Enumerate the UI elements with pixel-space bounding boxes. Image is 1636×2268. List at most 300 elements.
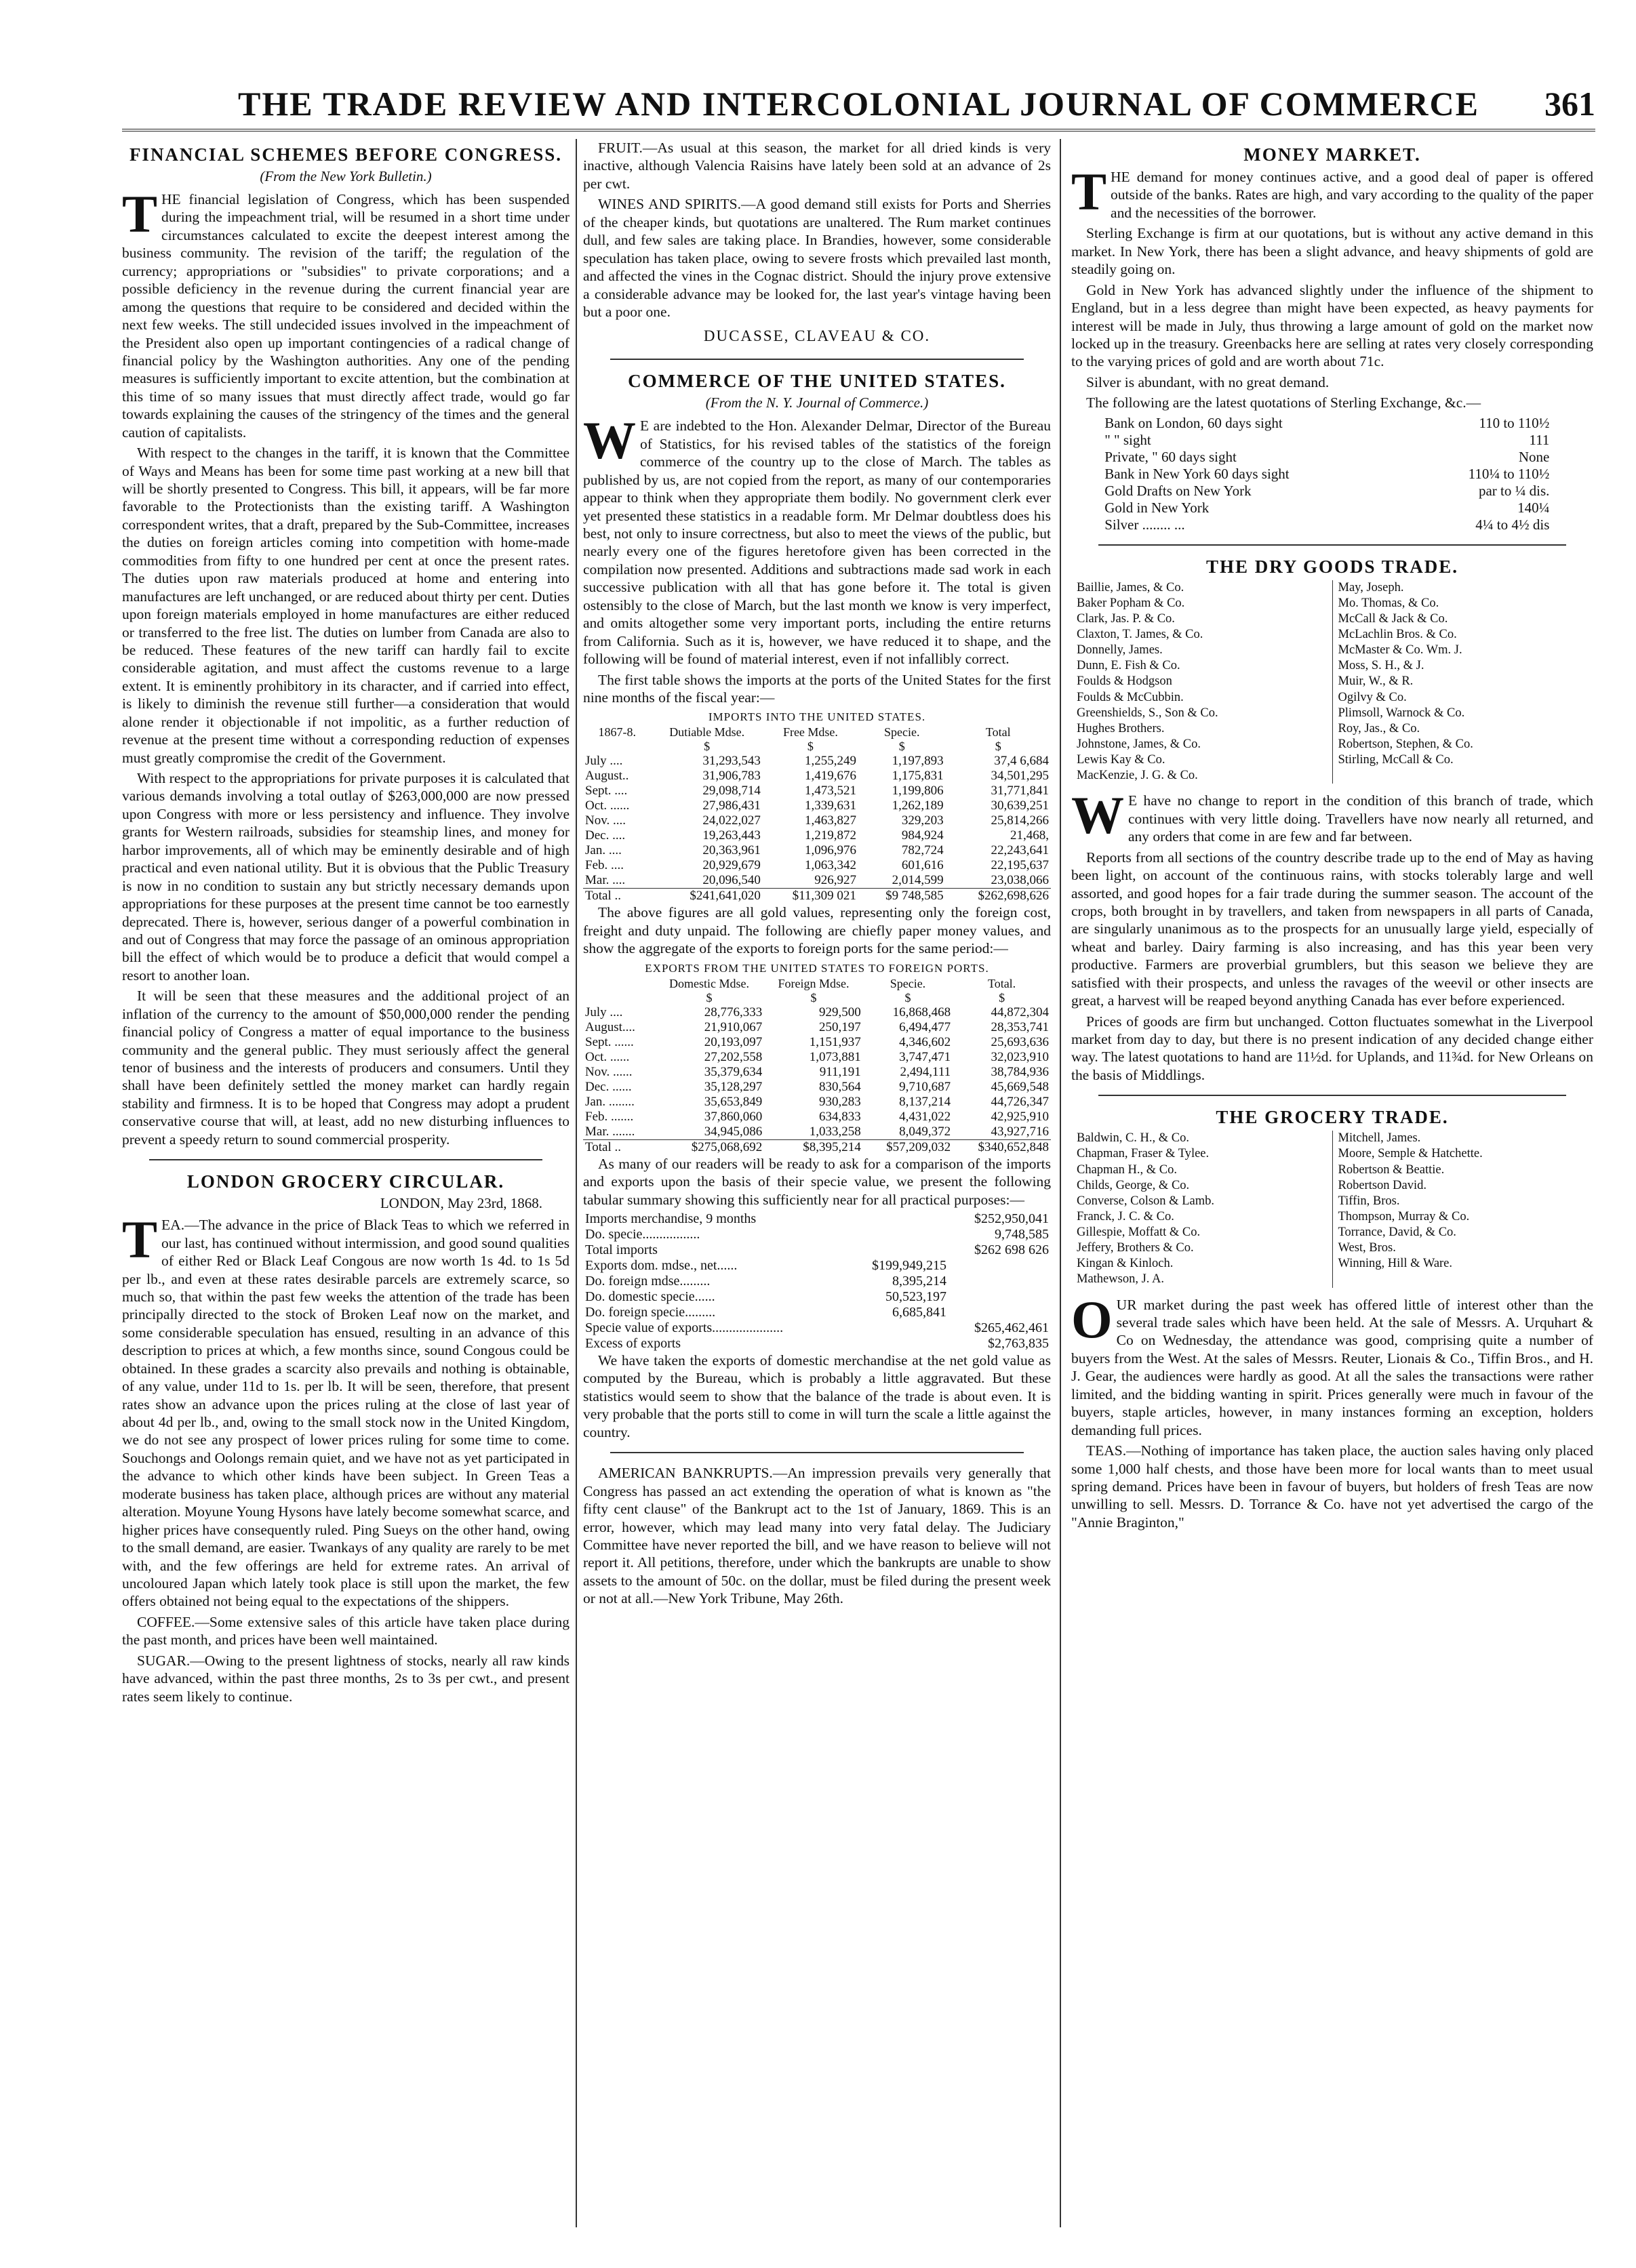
table-header-row xyxy=(583,991,1051,1005)
firm-name: Clark, Jas. P. & Co. xyxy=(1077,611,1175,626)
table-cell: Total xyxy=(985,725,1011,740)
table-cell: 1,073,881 xyxy=(809,1049,861,1064)
firm-name: Baldwin, C. H., & Co. xyxy=(1077,1131,1189,1146)
table-cell: 35,653,849 xyxy=(704,1094,763,1109)
table-cell: 1867-8. xyxy=(598,725,636,740)
table-cell: 42,925,910 xyxy=(991,1109,1049,1124)
firm-name: McMaster & Co. Wm. J. xyxy=(1338,643,1462,657)
table-cell: 23,038,066 xyxy=(991,873,1049,888)
table-cell xyxy=(846,1211,949,1227)
paragraph: THE financial legislation of Congress, which has been suspended during the impeachment trial, will be resumed in a short time under circumstances calculated to excite the deepest interest among the business community. The revision of the tariff; the regulation of the currency; appropriations or "subsidies" to private corporations; and a possible deficiency in the revenue during the current financial year are among the questions that require to be considered and decided within the next few weeks. The still undecided issues involved in the impeachment of the President also open up important contingencies of a radical change of financial policy by the Washington authorities. Any one of the pending measures is sufficiently important to excite attention, but the combination at this time of so many issues that must directly affect trade, would go far towards explaining the causes of the stringency of the times and the general caution of capitalists. xyxy=(122,184,570,441)
table-row xyxy=(1102,500,1551,517)
table-cell: 35,379,634 xyxy=(704,1064,763,1079)
firm-name: Childs, George, & Co. xyxy=(1077,1178,1190,1192)
table-row xyxy=(583,1289,1051,1305)
table-cell: 329,203 xyxy=(901,813,944,828)
table-cell: Total .. xyxy=(583,889,651,904)
table-cell: 250,197 xyxy=(819,1019,861,1034)
table-cell: Feb. .... xyxy=(585,858,624,873)
table-row xyxy=(583,1227,1051,1242)
paragraph: Reports from all sections of the country describe trade up to the end of May as having been light, on account of the continuous rains, with stocks tolerably large and well assorted, and good hopes for a fair trade during the summer season. The account of the crops, both brought in by travellers, and taken from newspapers in all parts of Canada, are singularly unanimous as to the prospects for an unusually large yield, especially of wheat and barley. Dairy farming is also increasing, and has this year been very productive. Farmers are proverbial grumblers, but this season we believe they are satisfied with their prospects, and unless the ravages of the weevil or other insects are great, a harvest will be reaped beyond anything Canada has ever before experienced. xyxy=(1071,849,1593,1009)
table-cell: 38,784,936 xyxy=(991,1064,1049,1079)
firm-name: Claxton, T. James, & Co. xyxy=(1077,628,1203,642)
table-cell: $57,209,032 xyxy=(863,1139,953,1155)
table-row xyxy=(583,1258,1051,1274)
table-cell: Do. domestic specie...... xyxy=(585,1289,715,1304)
table-row xyxy=(1102,432,1551,449)
table-cell: Do. specie................. xyxy=(585,1227,700,1242)
table-cell: 25,814,266 xyxy=(991,813,1049,828)
firm-name: Mo. Thomas, & Co. xyxy=(1338,596,1439,610)
firm-list xyxy=(1071,1131,1593,1287)
table-cell xyxy=(949,1289,1051,1305)
table-cell: 9,748,585 xyxy=(995,1227,1049,1242)
table-cell: 16,868,468 xyxy=(892,1005,951,1019)
table-cell xyxy=(949,1258,1051,1274)
table-cell: 929,500 xyxy=(819,1005,861,1019)
table-cell: Nov. ...... xyxy=(585,1064,633,1079)
table-cell: 43,927,716 xyxy=(991,1124,1049,1139)
table-cell: July .... xyxy=(585,1005,623,1019)
table-cell: August.. xyxy=(585,769,629,784)
firm-name: Robertson David. xyxy=(1338,1178,1427,1192)
table-row xyxy=(583,1065,1051,1080)
firm-name: Mathewson, J. A. xyxy=(1077,1272,1164,1287)
table-row xyxy=(583,1274,1051,1289)
firm-name: Johnstone, James, & Co. xyxy=(1077,737,1201,751)
table-cell: 140¼ xyxy=(1517,499,1550,516)
firm-name: Chapman H., & Co. xyxy=(1077,1162,1177,1177)
table-cell: 20,363,961 xyxy=(702,843,761,858)
table-cell: $ xyxy=(898,740,905,754)
table-cell: 1,096,976 xyxy=(804,843,856,858)
table-cell: 35,128,297 xyxy=(704,1079,763,1094)
table-row xyxy=(583,858,1051,873)
table-row xyxy=(583,1005,1051,1020)
table-cell: $ xyxy=(995,740,1001,754)
table-cell: Total imports xyxy=(585,1242,658,1257)
table-cell: 27,986,431 xyxy=(702,798,761,813)
table-cell: 1,063,342 xyxy=(804,858,856,873)
table-cell: $ xyxy=(706,990,713,1005)
table-row xyxy=(583,1020,1051,1035)
table-caption: IMPORTS INTO THE UNITED STATES. xyxy=(708,710,926,724)
table-cell: 930,283 xyxy=(819,1094,861,1109)
firm-name: Lewis Kay & Co. xyxy=(1077,753,1165,767)
table-row xyxy=(583,798,1051,813)
table-cell: 8,395,214 xyxy=(892,1274,947,1289)
table-row xyxy=(1102,449,1551,466)
table-row xyxy=(583,828,1051,843)
table-row xyxy=(583,843,1051,858)
table-cell xyxy=(583,991,654,1005)
paragraph: TEAS.—Nothing of importance has taken place, the auction sales having only placed some 1,000 half chests, and those have been more for local wants than to meet usual spring demand. Prices have been in favour of buyers, but holders of fresh Teas are now unwilling to sell. Messrs. D. Torrance & Co. have not yet advertised the cargo of the "Annie Braginton," xyxy=(1071,1442,1593,1531)
table-cell: 20,096,540 xyxy=(702,873,761,888)
firm-name: Roy, Jas., & Co. xyxy=(1338,721,1420,735)
table-cell: Dec. .... xyxy=(585,828,626,843)
table-cell: Specie value of exports..................... xyxy=(585,1320,784,1335)
table-cell: 1,255,249 xyxy=(804,754,856,769)
section-divider xyxy=(610,359,1024,360)
table-cell: 44,726,347 xyxy=(991,1094,1049,1109)
drop-cap: T xyxy=(122,184,158,243)
article-title: MONEY MARKET. xyxy=(1243,144,1421,165)
table-cell: Silver ........ ... xyxy=(1104,516,1185,533)
table-cell: 3,747,471 xyxy=(899,1049,951,1064)
column-2 xyxy=(583,139,1051,2227)
table-cell: Imports merchandise, 9 months xyxy=(585,1211,757,1226)
table-cell: Free Mdse. xyxy=(782,725,838,740)
paragraph: The above figures are all gold values, representing only the foreign cost, freight and duty unpaid. The following are chiefly paper money values, and show the aggregate of the exports to foreign ports for the same period:— xyxy=(583,904,1051,957)
firm-name: Donnelly, James. xyxy=(1077,643,1163,657)
firm-name: West, Bros. xyxy=(1338,1241,1396,1255)
table-cell: 32,023,910 xyxy=(991,1049,1049,1064)
table-cell: August.... xyxy=(585,1019,635,1034)
table-cell: 29,098,714 xyxy=(702,784,761,798)
firm-name: Ogilvy & Co. xyxy=(1338,690,1407,704)
table-cell: Jan. ........ xyxy=(585,1094,635,1109)
column-rule xyxy=(576,139,577,2227)
table-cell: Mar. ....... xyxy=(585,1124,635,1139)
table-cell: 25,693,636 xyxy=(991,1034,1049,1049)
table-cell: 1,151,937 xyxy=(809,1034,861,1049)
table-cell: Oct. ...... xyxy=(585,798,630,813)
drop-cap: W xyxy=(583,411,636,470)
table-cell: 27,202,558 xyxy=(704,1049,763,1064)
table-cell: $262 698 626 xyxy=(974,1242,1049,1257)
firm-name: MacKenzie, J. G. & Co. xyxy=(1077,769,1198,783)
imports-table xyxy=(583,725,1051,904)
table-row xyxy=(583,1320,1051,1336)
table-row xyxy=(583,1336,1051,1352)
paragraph: Prices of goods are firm but unchanged. Cotton fluctuates somewhat in the Liverpool market from day to day, but there is no present indication of any decided change either way. The latest quotations to hand are 11½d. for Uplands, and 11¾d. for New Orleans on the basis of Middlings. xyxy=(1071,1013,1593,1083)
table-cell: $241,641,020 xyxy=(651,889,762,904)
firm-name: Torrance, David, & Co. xyxy=(1338,1226,1456,1240)
paragraph: COFFEE.—Some extensive sales of this article have taken place during the past month, and prices have been well maintained. xyxy=(122,1613,570,1648)
article-grocery-trade xyxy=(1071,1107,1593,1531)
firm-name: Converse, Colson & Lamb. xyxy=(1077,1194,1214,1208)
article-title: THE GROCERY TRADE. xyxy=(1216,1107,1449,1128)
table-cell: Specie. xyxy=(884,725,920,740)
article-title: FINANCIAL SCHEMES BEFORE CONGRESS. xyxy=(129,144,563,165)
table-row xyxy=(583,769,1051,784)
signature: DUCASSE, CLAVEAU & CO. xyxy=(703,327,931,345)
paragraph: OUR market during the past week has offered little of interest other than the several trade sales which have been held. At the sale of Messrs. A. Urquhart & Co on Wednesday, the attendance was good, comprising quite a number of buyers from the West. At the sales of Messrs. Reuter, Lionais & Co., Tiffin Bros., and H. J. Gear, the audiences were hardly as good. At all the sales the transactions were rather limited, and the bidding wanting in spirit. Prices generally were much in favour of the buyers, staple articles, however, in many instances forming an exception, holders demanding full prices. xyxy=(1071,1289,1593,1438)
firm-name: Moore, Semple & Hatchette. xyxy=(1338,1147,1483,1161)
paragraph-bankrupts: AMERICAN BANKRUPTS.—An impression prevails very generally that Congress has passed an act extending the operation of what is known as "the fifty cent clause" of the Bankrupt act to the 1st of January, 1869. This is an error, however, which may lead many into very fatal delay. The Judiciary Committee have never reported the bill, and we have reason to believe will not report it. All petitions, therefore, under which the bankrupts are unable to show assets to the amount of 50c. on the dollar, must be filed during the present week or not at all.—New York Tribune, May 26th. xyxy=(583,1465,1051,1607)
table-row xyxy=(583,1050,1051,1065)
table-row xyxy=(583,1305,1051,1320)
table-cell: 31,906,783 xyxy=(702,769,761,784)
table-cell: $265,462,461 xyxy=(974,1320,1049,1335)
article-title: COMMERCE OF THE UNITED STATES. xyxy=(628,371,1006,392)
firm-name: McCall & Jack & Co. xyxy=(1338,611,1448,626)
firm-name: May, Joseph. xyxy=(1338,580,1404,594)
table-cell: 50,523,197 xyxy=(885,1289,947,1304)
table-cell: Total. xyxy=(987,976,1016,990)
table-cell: 1,175,831 xyxy=(892,769,944,784)
table-cell: 1,197,893 xyxy=(892,754,944,769)
table-cell: $199,949,215 xyxy=(872,1258,947,1273)
table-cell: Dec. ...... xyxy=(585,1079,632,1094)
table-cell: 31,771,841 xyxy=(991,784,1049,798)
table-cell: 20,929,679 xyxy=(702,858,761,873)
table-cell: 911,191 xyxy=(819,1064,861,1079)
table-cell: 110 to 110½ xyxy=(1479,414,1550,431)
paragraph: As many of our readers will be ready to ask for a comparison of the imports and exports upon the basis of their specie value, we present the following tabular summary showing this sufficiently near for all practical purposes:— xyxy=(583,1155,1051,1208)
table-cell: Sept. ...... xyxy=(585,1034,634,1049)
table-cell: $11,309 021 xyxy=(763,889,858,904)
table-cell: $8,395,214 xyxy=(764,1139,863,1155)
running-header xyxy=(122,81,1595,131)
table-cell: Total .. xyxy=(583,1139,654,1155)
firm-name: McLachlin Bros. & Co. xyxy=(1338,628,1457,642)
article-dry-goods-trade xyxy=(1071,556,1593,1085)
table-cell xyxy=(583,977,654,991)
table-caption: EXPORTS FROM THE UNITED STATES TO FOREIGN PORTS. xyxy=(645,961,989,975)
paragraph: The following are the latest quotations of Sterling Exchange, &c.— xyxy=(1086,394,1481,411)
table-cell: Excess of exports xyxy=(585,1336,681,1351)
table-cell: $ xyxy=(807,740,814,754)
column-1 xyxy=(122,139,570,2227)
article-title: LONDON GROCERY CIRCULAR. xyxy=(186,1171,505,1192)
paragraph: Silver is abundant, with no great demand. xyxy=(1086,373,1330,390)
table-total-row xyxy=(583,1139,1051,1155)
table-cell: 37,860,060 xyxy=(704,1109,763,1124)
table-row xyxy=(583,1080,1051,1095)
firm-name: Plimsoll, Warnock & Co. xyxy=(1338,706,1465,720)
table-cell: 28,776,333 xyxy=(704,1005,763,1019)
firm-name: Robertson & Beattie. xyxy=(1338,1162,1445,1177)
drop-cap: O xyxy=(1071,1289,1113,1349)
table-cell: Dutiable Mdse. xyxy=(669,725,745,740)
paragraph: THE demand for money continues active, and a good deal of paper is offered outside of the banks. Rates are high, and vary according to the quality of the paper and the necessities of the borrower. xyxy=(1071,162,1593,221)
paragraph-fruit: FRUIT.—As usual at this season, the market for all dried kinds is very inactive, although Valencia Raisins have lately been sold at an advance of 2s per cwt. xyxy=(583,140,1051,192)
table-cell: 1,199,806 xyxy=(892,784,944,798)
table-header-row xyxy=(583,740,1051,754)
table-cell: Sept. .... xyxy=(585,784,628,798)
firm-name: Dunn, E. Fish & Co. xyxy=(1077,659,1180,673)
table-cell: Gold Drafts on New York xyxy=(1104,482,1252,499)
firm-name: Kingan & Kinloch. xyxy=(1077,1257,1174,1271)
table-cell: Foreign Mdse. xyxy=(778,976,850,990)
table-cell: 37,4 6,684 xyxy=(994,754,1049,769)
table-row xyxy=(583,784,1051,798)
table-cell: 634,833 xyxy=(819,1109,861,1124)
table-cell xyxy=(949,1274,1051,1289)
paragraph: It will be seen that these measures and the additional project of an inflation of the currency to the amount of $50,000,000 render the pending financial policy of Congress a matter of equal importance to the business community and the general public. They must seriously affect the general tenor of business and the interests of producers and consumers. Until they shall have been definitely settled the money market can hardly regain stability and firmness. It is to be hoped that Congress may adopt a prudent conservative course that will, at least, add no new disturbing influences to prevent a speedy return to sound commercial prosperity. xyxy=(122,988,570,1148)
firm-name: Hughes Brothers. xyxy=(1077,721,1165,735)
table-cell: $ xyxy=(810,990,817,1005)
table-cell: Do. foreign mdse......... xyxy=(585,1274,711,1289)
table-row xyxy=(583,873,1051,889)
table-cell: Feb. ....... xyxy=(585,1109,634,1124)
article-financial-schemes xyxy=(122,144,570,1148)
firm-name: Winning, Hill & Ware. xyxy=(1338,1257,1453,1271)
table-cell: Private, " 60 days sight xyxy=(1104,448,1237,465)
table-cell: 110¼ to 110½ xyxy=(1468,465,1550,482)
table-header-row xyxy=(583,977,1051,991)
journal-title: THE TRADE REVIEW AND INTERCOLONIAL JOURNAL OF COMMERCE xyxy=(238,85,1479,123)
table-row xyxy=(583,754,1051,769)
table-cell: $9 748,585 xyxy=(858,889,946,904)
table-row xyxy=(1102,466,1551,483)
table-cell: 30,639,251 xyxy=(991,798,1049,813)
table-cell: Mar. .... xyxy=(585,873,626,888)
table-cell: 6,685,841 xyxy=(892,1305,947,1320)
table-cell: Specie. xyxy=(890,976,926,990)
table-cell xyxy=(949,1305,1051,1320)
paragraph-wines: WINES AND SPIRITS.—A good demand still exists for Ports and Sherries of the cheaper kinds, but quotations are unaltered. The Rum market continues dull, and few sales are taking place. In Brandies, however, some considerable speculation has taken place, owing to severe frosts which prevailed last month, and affected the vines in the Cognac district. Should the injury prove extensive a considerable advance may be looked for, the last year's vintage having been but a poor one. xyxy=(583,196,1051,320)
firm-name: Franck, J. C. & Co. xyxy=(1077,1209,1174,1223)
table-cell: Jan. .... xyxy=(585,843,622,858)
table-cell: 1,262,189 xyxy=(892,798,944,813)
firm-name: Mitchell, James. xyxy=(1338,1131,1421,1146)
table-cell: $2,763,835 xyxy=(988,1336,1049,1351)
table-cell: $275,068,692 xyxy=(654,1139,765,1155)
firm-name: Gillespie, Moffatt & Co. xyxy=(1077,1226,1201,1240)
table-cell: 21,910,067 xyxy=(704,1019,763,1034)
table-cell: 9,710,687 xyxy=(899,1079,951,1094)
paragraph: W E are indebted to the Hon. Alexander Delmar, Director of the Bureau of Statistics, for his revised tables of the statistics of the foreign commerce of the country up to the close of March. The tables as published by us, are not copied from the report, as many of our contemporaries appear to think when they appropriate them bodily. No government clerk ever yet presented these statistics in a readable form. Mr Delmar doubtless does his best, not only to insure correctness, but also to meet the views of the public, but nearly every one of the figures heretofore given has been corrected in the compilation now presented. Additions and subtractions made sad work in each successive publication with all that has gone before it. The total is given ostensibly to the close of March, but the last month we know is very imperfect, and omits altogether some very important ports, including the entire returns from California. Such as it is, however, we have reduced it to shape, and the following will be found of material interest, even if not infallibly correct. xyxy=(583,411,1051,668)
paragraph: The first table shows the imports at the ports of the United States for the first nine months of the fiscal year:— xyxy=(583,671,1051,706)
paragraph: With respect to the changes in the tariff, it is known that the Committee of Ways and Means has been for some time past working at a new bill that will be shortly presented to Congress. This bill, it appears, will be far more favorable to the Protectionists than the existing tariff. A Washington correspondent writes, that a draft, prepared by the Sub-Committee, increases the duties on foreign articles coming into competition with home-made commodities from fifty to one hundred per cent at once the present rates. The duties upon raw materials produced at home and entering into manufactures are left unchanged, or are reduced about thirty per cent. Duties upon foreign materials employed in home manufactures are either reduced or transferred to the free list. The duties on lumber from Canada are also to be reduced. These features of the new tariff can hardly fail to excite considerable agitation, and must affect the customs revenue to a large extent. It is eminently prohibitory in its character, and if carried into effect, is likely to diminish the revenue still further—a consideration that would alone render it objectionable if not impolitic, as a further reduction of revenue at the present time without a corresponding reduction of expenses must greatly compromise the credit of the Government. xyxy=(122,445,570,766)
paragraph: With respect to the appropriations for private purposes it is calculated that various demands involving a total outlay of $263,000,000 are now pressed upon Congress with more or less persistency and influence. They involve grants for Western railroads, subsidies for steamship lines, and money for harbor improvements, all of which may be eminently desirable and of high practical and even national utility. But it is obvious that the Public Treasury is now in no condition to sustain any but strictly necessary demands upon appropriations for these purposes at the present time cannot be too earnestly deprecated. There is, however, serious danger of a powerful combination in and out of Congress that may force the passage of an ominous appropriation bill the effect of which would be to produce a deficit that would compel a resort to another loan. xyxy=(122,770,570,984)
table-cell: July .... xyxy=(585,754,623,769)
firm-name: Foulds & Hodgson xyxy=(1077,674,1172,689)
firm-name: Greenshields, S., Son & Co. xyxy=(1077,706,1218,720)
table-cell: Nov. .... xyxy=(585,813,626,828)
table-cell: Domestic Mdse. xyxy=(669,976,749,990)
firm-list xyxy=(1071,580,1593,784)
table-cell: 20,193,097 xyxy=(704,1034,763,1049)
section-divider xyxy=(1098,1095,1566,1096)
table-header-row xyxy=(583,725,1051,740)
firm-name: Stirling, McCall & Co. xyxy=(1338,753,1454,767)
article-money-market xyxy=(1071,144,1593,533)
firm-name: Muir, W., & R. xyxy=(1338,674,1414,689)
table-cell: 28,353,741 xyxy=(991,1019,1049,1034)
table-cell: 4¼ to 4½ dis xyxy=(1475,516,1550,533)
section-divider xyxy=(149,1159,542,1160)
table-row xyxy=(583,1095,1051,1110)
table-cell xyxy=(583,740,651,754)
table-cell: 2,494,111 xyxy=(900,1064,951,1079)
table-cell: 926,927 xyxy=(814,873,856,888)
paragraph: W E have no change to report in the condition of this branch of trade, which continues with very little doing. Travellers have now nearly all returned, and any orders that come in are few and far between. xyxy=(1071,786,1593,845)
section-divider xyxy=(610,1452,1024,1453)
firm-name: Baker Popham & Co. xyxy=(1077,596,1185,610)
table-cell: 19,263,443 xyxy=(702,828,761,843)
table-cell xyxy=(846,1242,949,1258)
article-commerce-united-states xyxy=(583,371,1051,1441)
table-cell: 24,022,027 xyxy=(702,813,761,828)
table-cell: Bank on London, 60 days sight xyxy=(1104,414,1283,431)
table-cell: " " sight xyxy=(1104,431,1151,448)
table-cell: 4,431,022 xyxy=(899,1109,951,1124)
table-cell: 984,924 xyxy=(901,828,944,843)
table-cell: $340,652,848 xyxy=(953,1139,1051,1155)
table-cell: $ xyxy=(999,990,1005,1005)
firm-name: Chapman, Fraser & Tylee. xyxy=(1077,1147,1210,1161)
dateline: LONDON, May 23rd, 1868. xyxy=(380,1195,542,1212)
drop-cap: T xyxy=(122,1210,158,1270)
table-row xyxy=(1102,415,1551,432)
table-row xyxy=(583,1211,1051,1227)
table-cell: $252,950,041 xyxy=(974,1211,1049,1226)
firm-name: Thompson, Murray & Co. xyxy=(1338,1209,1470,1223)
paragraph: TEA.—The advance in the price of Black Teas to which we referred in our last, has continued without intermission, and good sound qualities of either Red or Black Leaf Congous are now worth 1s 4d. to 1s 5d per lb., and even at these rates desirable parcels are extremely scarce, so much so, that within the past few weeks the attention of the trade has been principally directed to the stock of Broken Leaf now on the market, and some considerable speculation has ensued, resulting in an advance of this description to prices at which, a few months since, sound Congous could be obtained. In these grades a scarcity also prevails and nothing is obtainable, of any value, under 11d to 1s. per lb. It will be seen, therefore, that present rates show an advance upon the prices ruling at the close of last year of about 4d per lb., and, owing to the small stock now in the United Kingdom, we do not see any prospect of lower prices ruling for some time to come. Souchongs and Oolongs remain quiet, and we have not as yet participated in the advance to which other kinds have been subject. In Green Teas a moderate business has taken place, although prices are without any material alteration. Moyune Young Hysons have lately become somewhat scarce, and higher prices have consequently ruled. Ping Sueys on the other hand, owing to the small demand, are easier. Twankays of any quality are rarely to be met with, and the few offerings are held for extreme rates. An arrival of uncoloured Japan which lately took place is still upon the market, the few offers obtained not being equal to the expectations of the shippers. xyxy=(122,1210,570,1610)
table-cell: par to ¼ dis. xyxy=(1478,482,1550,499)
table-cell: 1,473,521 xyxy=(804,784,856,798)
exchange-quotes-table xyxy=(1102,415,1551,533)
table-total-row xyxy=(583,889,1051,904)
summary-table xyxy=(583,1211,1051,1352)
table-cell: 8,137,214 xyxy=(899,1094,951,1109)
table-row xyxy=(583,1035,1051,1050)
paragraph: We have taken the exports of domestic merchandise at the net gold value as computed by the Bureau, which is probably a little aggravated. But these statistics would seem to show that the balance of the trade is about even. It is very probable that the ports still to come in will turn the scale a little against the country. xyxy=(583,1352,1051,1440)
table-cell: 111 xyxy=(1529,431,1550,448)
paragraph: Gold in New York has advanced slightly under the influence of the shipment to England, but in a less degree than might have been expected, as heavy payments for interest will be made in July, thus throwing a large amount of gold on the market now locked up in the treasury. Greenbacks here are selling at rates very closely corresponding to the varying prices of gold and are worth about 71c. xyxy=(1071,281,1593,370)
table-cell: 2,014,599 xyxy=(892,873,944,888)
paragraph: Sterling Exchange is firm at our quotations, but is without any active demand in this market. In New York, there has been a slight advance, and heavy shipments of gold are steadily going on. xyxy=(1071,225,1593,278)
table-cell: Do. foreign specie......... xyxy=(585,1305,716,1320)
table-cell: 31,293,543 xyxy=(702,754,761,769)
table-row xyxy=(1102,483,1551,500)
table-cell: 45,669,548 xyxy=(991,1079,1049,1094)
table-cell: Exports dom. mdse., net...... xyxy=(585,1258,738,1273)
table-cell: 1,219,872 xyxy=(804,828,856,843)
table-cell: 34,945,086 xyxy=(704,1124,763,1139)
table-cell: 44,872,304 xyxy=(991,1005,1049,1019)
table-cell xyxy=(846,1336,949,1352)
section-divider xyxy=(1098,544,1566,546)
article-source: (From the New York Bulletin.) xyxy=(260,168,432,184)
column-rule xyxy=(1060,139,1061,2227)
drop-cap: T xyxy=(1071,162,1107,221)
table-cell: 8,049,372 xyxy=(899,1124,951,1139)
drop-cap: W xyxy=(1071,786,1124,845)
table-cell xyxy=(846,1320,949,1336)
table-cell: 6,494,477 xyxy=(899,1019,951,1034)
table-cell: 830,564 xyxy=(819,1079,861,1094)
table-cell: 21,468, xyxy=(1010,828,1049,843)
table-cell: 1,339,631 xyxy=(804,798,856,813)
table-cell: Oct. ...... xyxy=(585,1049,630,1064)
table-cell: 601,616 xyxy=(901,858,944,873)
table-row xyxy=(583,813,1051,828)
table-cell: $ xyxy=(904,990,911,1005)
table-cell: Bank in New York 60 days sight xyxy=(1104,465,1290,482)
exports-table xyxy=(583,977,1051,1155)
table-cell: 22,243,641 xyxy=(991,843,1049,858)
table-cell: 1,419,676 xyxy=(804,769,856,784)
firm-name: Tiffin, Bros. xyxy=(1338,1194,1400,1208)
table-cell: 22,195,637 xyxy=(991,858,1049,873)
table-cell: 1,033,258 xyxy=(809,1124,861,1139)
column-3 xyxy=(1071,139,1593,2227)
table-row xyxy=(1102,517,1551,533)
article-london-grocery-circular xyxy=(122,1171,570,1705)
table-row xyxy=(583,1242,1051,1258)
page-number: 361 xyxy=(1544,85,1595,123)
table-cell xyxy=(846,1227,949,1242)
table-cell: $ xyxy=(704,740,711,754)
table-cell: Gold in New York xyxy=(1104,499,1210,516)
article-title: THE DRY GOODS TRADE. xyxy=(1205,556,1459,577)
table-cell: None xyxy=(1518,448,1550,465)
firm-name: Moss, S. H., & J. xyxy=(1338,659,1424,673)
